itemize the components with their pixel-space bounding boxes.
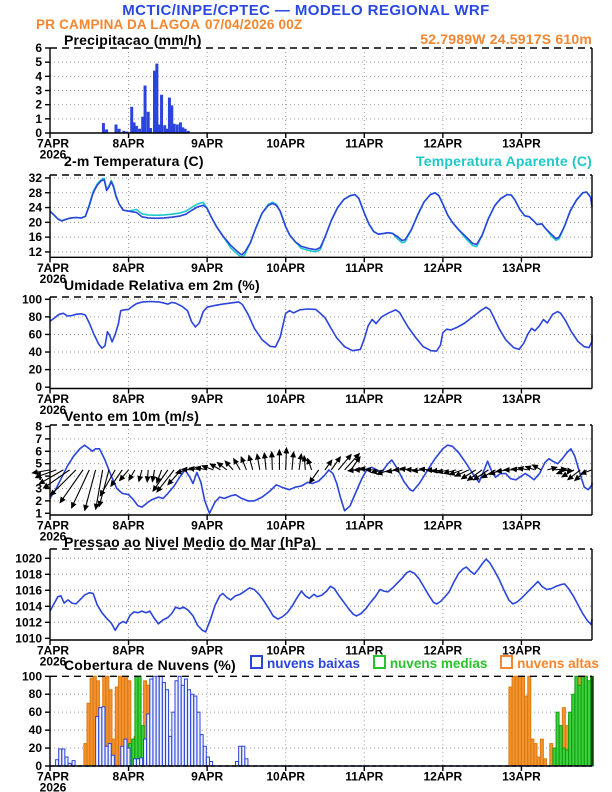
svg-text:16: 16	[28, 230, 42, 245]
svg-text:11APR: 11APR	[345, 260, 384, 275]
svg-text:10APR: 10APR	[266, 392, 306, 406]
panel-title-pressure: Pressao ao Nivel Medio do Mar (hPa)	[64, 534, 317, 550]
svg-text:12APR: 12APR	[423, 260, 463, 275]
svg-text:1010: 1010	[15, 631, 42, 646]
station-name: PR CAMPINA DA LAGOA	[36, 17, 201, 32]
apparent-temperature-label: Temperatura Aparente (C)	[416, 153, 592, 169]
panel-title-precipitation: Precipitacao (mm/h)	[64, 32, 202, 48]
svg-text:0: 0	[35, 380, 42, 395]
svg-text:1012: 1012	[15, 615, 42, 630]
svg-text:9APR: 9APR	[191, 518, 224, 533]
svg-text:8APR: 8APR	[112, 769, 145, 784]
svg-text:7APR: 7APR	[36, 769, 70, 784]
svg-text:13APR: 13APR	[502, 518, 541, 533]
svg-text:2026: 2026	[39, 271, 67, 286]
svg-text:4: 4	[35, 469, 42, 484]
run-datetime: 07/04/2026 00Z	[205, 17, 303, 32]
svg-text:2: 2	[35, 97, 42, 112]
svg-text:9APR: 9APR	[191, 260, 224, 275]
svg-text:8APR: 8APR	[112, 260, 145, 275]
svg-text:1: 1	[35, 506, 42, 521]
svg-text:10APR: 10APR	[266, 136, 306, 151]
svg-text:28: 28	[28, 185, 42, 200]
svg-text:2026: 2026	[39, 403, 67, 417]
svg-text:1: 1	[35, 111, 42, 126]
svg-text:6: 6	[35, 444, 42, 459]
svg-text:3: 3	[35, 83, 42, 98]
legend-label: nuvens baixas	[267, 656, 361, 671]
svg-text:20: 20	[28, 741, 42, 756]
svg-text:8APR: 8APR	[112, 518, 145, 533]
panel-title-clouds: Cobertura de Nuvens (%)	[64, 657, 236, 673]
svg-text:9APR: 9APR	[191, 136, 224, 151]
svg-text:10APR: 10APR	[266, 260, 306, 275]
svg-text:2026: 2026	[39, 147, 67, 162]
svg-text:13APR: 13APR	[502, 392, 541, 406]
svg-text:2026: 2026	[39, 654, 67, 669]
svg-text:40: 40	[28, 723, 42, 738]
svg-text:12APR: 12APR	[423, 643, 463, 658]
svg-text:10APR: 10APR	[266, 643, 306, 658]
svg-text:7APR: 7APR	[36, 518, 70, 533]
svg-text:32: 32	[28, 170, 42, 185]
svg-text:7APR: 7APR	[36, 260, 70, 275]
svg-text:7APR: 7APR	[36, 392, 70, 406]
svg-text:1018: 1018	[15, 567, 42, 582]
svg-text:12APR: 12APR	[423, 136, 463, 151]
svg-text:13APR: 13APR	[502, 260, 541, 275]
svg-text:8APR: 8APR	[112, 643, 145, 658]
svg-text:0: 0	[35, 759, 42, 773]
svg-text:8APR: 8APR	[112, 136, 145, 151]
svg-text:9APR: 9APR	[191, 392, 224, 406]
svg-text:20: 20	[28, 215, 42, 230]
svg-text:7APR: 7APR	[36, 643, 70, 658]
svg-text:5: 5	[35, 55, 42, 70]
svg-text:9APR: 9APR	[191, 769, 224, 784]
panel-title-humidity: Umidade Relativa em 2m (%)	[64, 277, 260, 293]
svg-text:2026: 2026	[39, 780, 67, 792]
svg-text:3: 3	[35, 481, 42, 496]
svg-text:100: 100	[21, 669, 42, 684]
svg-text:11APR: 11APR	[345, 518, 384, 533]
svg-text:11APR: 11APR	[345, 392, 384, 406]
svg-text:24: 24	[28, 200, 42, 215]
svg-text:40: 40	[28, 345, 42, 360]
svg-text:13APR: 13APR	[502, 643, 541, 658]
svg-text:10APR: 10APR	[266, 518, 306, 533]
svg-text:20: 20	[28, 362, 42, 377]
svg-text:6: 6	[35, 41, 42, 55]
svg-text:60: 60	[28, 705, 42, 720]
legend-label: nuvens altas	[517, 656, 599, 671]
svg-text:11APR: 11APR	[345, 643, 384, 658]
svg-text:8APR: 8APR	[112, 392, 145, 406]
svg-text:12: 12	[28, 244, 42, 259]
svg-text:12APR: 12APR	[423, 769, 463, 784]
svg-text:10APR: 10APR	[266, 769, 306, 784]
svg-text:0: 0	[35, 126, 42, 140]
svg-text:11APR: 11APR	[345, 769, 384, 784]
svg-text:2026: 2026	[39, 529, 67, 544]
svg-text:12APR: 12APR	[423, 518, 463, 533]
svg-text:2: 2	[35, 493, 42, 508]
legend-label: nuvens medias	[389, 656, 488, 671]
svg-text:1016: 1016	[15, 583, 42, 598]
svg-text:1014: 1014	[15, 599, 42, 614]
svg-text:5: 5	[35, 456, 42, 471]
svg-text:100: 100	[21, 292, 42, 307]
svg-text:4: 4	[35, 69, 42, 84]
svg-text:9APR: 9APR	[191, 643, 224, 658]
svg-text:11APR: 11APR	[345, 136, 384, 151]
svg-text:12APR: 12APR	[423, 392, 463, 406]
panel-title-wind: Vento em 10m (m/s)	[64, 408, 200, 424]
svg-text:8: 8	[35, 419, 42, 434]
svg-text:7: 7	[35, 431, 42, 446]
panel-title-temperature: 2-m Temperatura (C)	[64, 153, 204, 169]
svg-text:1020: 1020	[15, 551, 42, 566]
svg-text:13APR: 13APR	[502, 769, 541, 784]
svg-text:7APR: 7APR	[36, 136, 70, 151]
svg-text:80: 80	[28, 687, 42, 702]
svg-text:60: 60	[28, 327, 42, 342]
model-title: MCTIC/INPE/CPTEC — MODELO REGIONAL WRF	[122, 2, 490, 19]
station-coordinates: 52.7989W 24.5917S 610m	[420, 31, 592, 47]
svg-text:80: 80	[28, 309, 42, 324]
svg-text:13APR: 13APR	[502, 136, 541, 151]
